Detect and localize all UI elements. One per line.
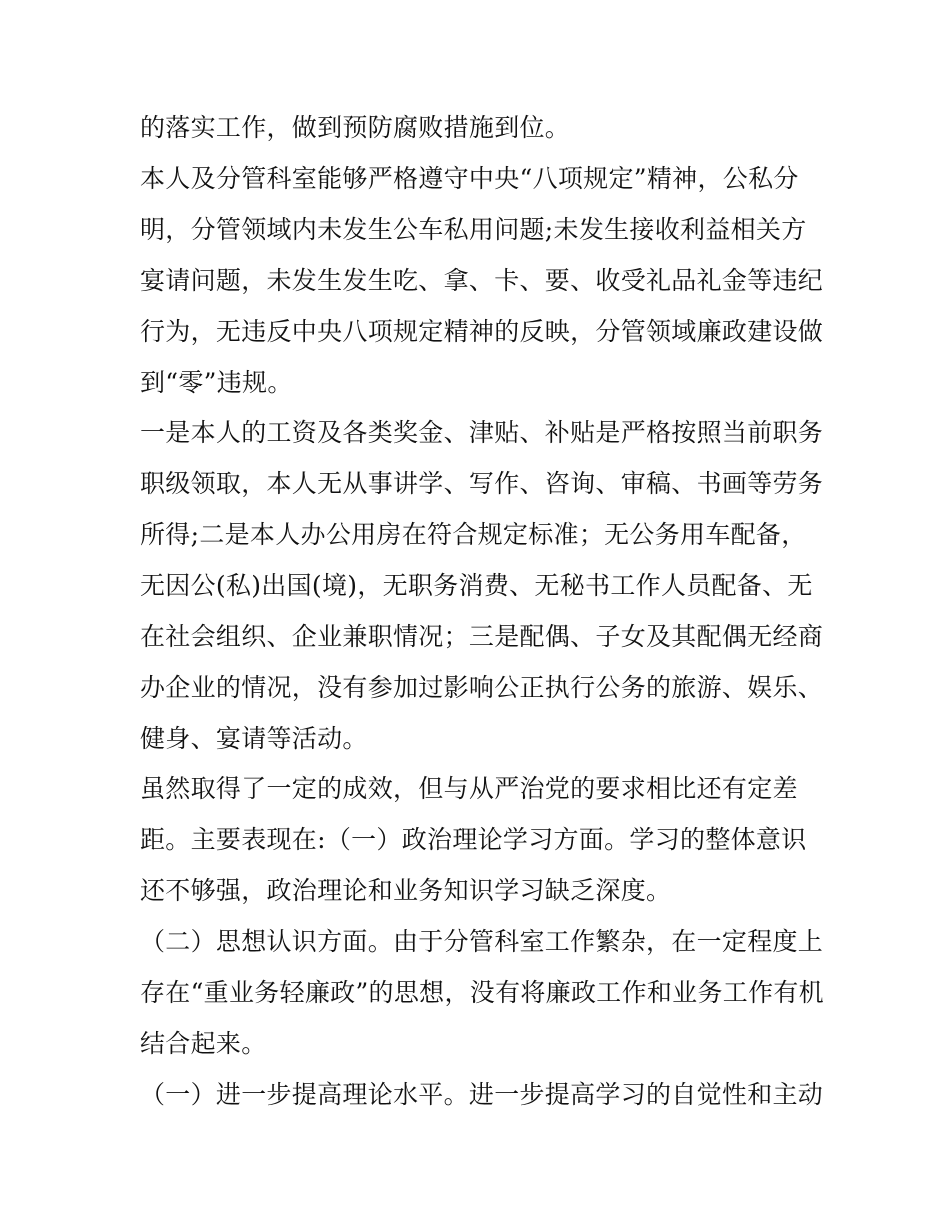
paragraph-3-line-2: 职级领取，本人无从事讲学、写作、咨询、审稿、书画等劳务	[140, 469, 824, 498]
paragraph-6-line-1: （一）进一步提高理论水平。进一步提高学习的自觉性和主动	[140, 1080, 824, 1109]
paragraph-2-line-3: 宴请问题，未发生发生吃、拿、卡、要、收受礼品礼金等违纪	[140, 266, 824, 295]
paragraph-2-line-1: 本人及分管科室能够严格遵守中央“八项规定”精神，公私分	[140, 164, 799, 193]
paragraph-5-line-3: 结合起来。	[140, 1029, 267, 1058]
paragraph-4-line-1: 虽然取得了一定的成效，但与从严治党的要求相比还有定差	[140, 774, 798, 803]
paragraph-3-line-7: 健身、宴请等活动。	[140, 724, 368, 753]
paragraph-3-line-1: 一是本人的工资及各类奖金、津贴、补贴是严格按照当前职务	[140, 418, 824, 447]
paragraph-4-line-3: 还不够强，政治理论和业务知识学习缺乏深度。	[140, 876, 672, 905]
paragraph-3-line-3: 所得;二是本人办公用房在符合规定标准；无公务用车配备，	[140, 520, 807, 549]
paragraph-3-line-4: 无因公(私)出国(境)，无职务消费、无秘书工作人员配备、无	[140, 571, 813, 600]
paragraph-1-line-1: 的落实工作，做到预防腐败措施到位。	[140, 113, 571, 142]
paragraph-2-line-5: 到“零”违规。	[140, 368, 293, 397]
paragraph-5-line-1: （二）思想认识方面。由于分管科室工作繁杂，在一定程度上	[140, 927, 824, 956]
paragraph-4-line-2: 距。主要表现在:（一）政治理论学习方面。学习的整体意识	[140, 825, 807, 854]
paragraph-5-line-2: 存在“重业务轻廉政”的思想，没有将廉政工作和业务工作有机	[140, 978, 824, 1007]
paragraph-3-line-5: 在社会组织、企业兼职情况；三是配偶、子女及其配偶无经商	[140, 622, 824, 651]
paragraph-2-line-4: 行为，无违反中央八项规定精神的反映，分管领域廉政建设做	[140, 317, 824, 346]
paragraph-2-line-2: 明，分管领域内未发生公车私用问题;未发生接收利益相关方	[140, 215, 807, 244]
paragraph-3-line-6: 办企业的情况，没有参加过影响公正执行公务的旅游、娱乐、	[140, 673, 824, 702]
